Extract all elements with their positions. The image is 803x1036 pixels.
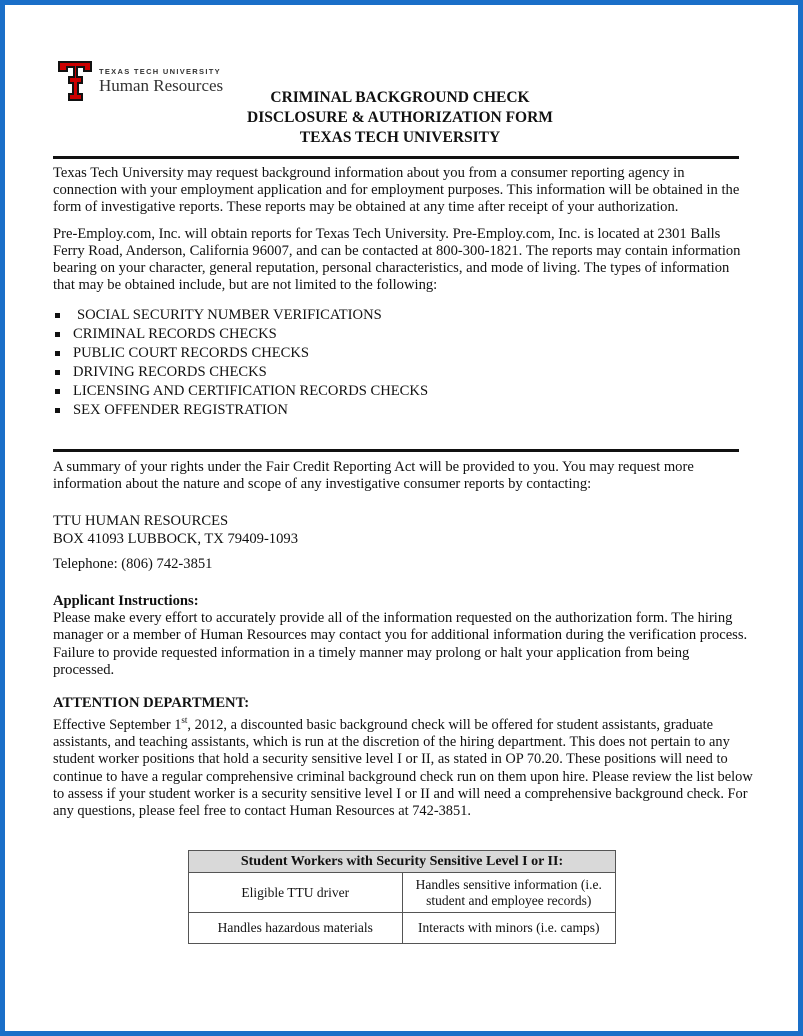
security-sensitive-table [188,850,616,944]
divider [53,156,739,159]
table-row [189,873,616,913]
table-cell: Interacts with minors (i.e. camps) [402,913,616,944]
logo-university: TEXAS TECH UNIVERSITY [99,67,221,77]
contact-name: TTU HUMAN RESOURCES [53,513,229,530]
list-item: CRIMINAL RECORDS CHECKS [53,325,748,344]
rights-paragraph: A summary of your rights under the Fair Credit Reporting Act will be provided to you. You may request more information about the nature and scope of any investigative consumer reports by contacting: [53,459,694,493]
rights-section [53,459,753,829]
instructions-heading: Applicant Instructions: [53,593,199,610]
title-line: TEXAS TECH UNIVERSITY [299,129,501,146]
table-header: Student Workers with Security Sensitive Level I or II: [189,851,616,873]
attention-pre: Effective September 1 [53,717,182,734]
table-cell: Handles sensitive information (i.e. student and employee records) [402,873,616,913]
attention-body: , 2012, a discounted basic background check will be offered for student assistants, graduate assistants, and teaching assistants, which is run at the discretion of the hiring department. [53,717,714,751]
intro-paragraph: Texas Tech University may request background information about you from a consumer reporting agency in connection with your employment application and for employment purposes. This information will be obtained in the form of investigative reports. These reports may be obtained at any time after receipt of your authorization. [53,165,740,216]
contact-phone: Telephone: (806) 742-3851 [53,555,213,572]
document-page [5,5,798,1031]
title-line: CRIMINAL BACKGROUND CHECK [270,89,530,106]
table-row [189,913,616,944]
attention-body-2: This does not pertain to any student worker positions that hold a security sensitive level I or II, as stated in OP 70.20. These positions will need to continue to have a regular comprehensive criminal background check run on them upon hire. Please review the list below to assess if your student worker is a security sensitive level I or II and will need a comprehensive background check. For any questions, please feel free to contact Human Resources at 742-3851. [53,734,753,820]
table-cell: Eligible TTU driver [189,873,403,913]
list-item: SEX OFFENDER REGISTRATION [53,401,748,420]
attention-text [53,712,753,820]
checks-list [53,306,748,420]
attention-heading: ATTENTION DEPARTMENT: [53,695,250,712]
double-t-logo-icon [57,60,93,102]
logo-department: Human Resources [99,75,224,95]
divider [53,449,739,452]
list-item: LICENSING AND CERTIFICATION RECORDS CHECKS [53,382,748,401]
attention-sup: st [181,715,188,726]
list-item: DRIVING RECORDS CHECKS [53,363,748,382]
title-line: DISCLOSURE & AUTHORIZATION FORM [247,109,553,126]
contact-address: BOX 41093 LUBBOCK, TX 79409-1093 [53,530,298,547]
list-item: PUBLIC COURT RECORDS CHECKS [53,344,748,363]
form-title [155,88,645,148]
table-cell: Handles hazardous materials [189,913,403,944]
list-item: SOCIAL SECURITY NUMBER VERIFICATIONS [53,306,748,325]
agency-paragraph: Pre-Employ.com, Inc. will obtain reports for Texas Tech University. Pre-Employ.com, Inc. is located at 2301 Balls Ferry Road, Anderson, California 96007, and can be contacted at 800-300-1821. The reports may contain information bearing on your character, general reputation, personal characteristics, and mode of living. The types of information that may be obtained include, but are not limited to the following: [53,225,741,294]
instructions-text: Please make every effort to accurately provide all of the information requested on the authorization form. The hiring manager or a member of Human Resources may contact you for additional information during the verification process. Failure to provide requested information in a timely manner may prolong or halt your application from being processed. [53,610,748,678]
disclosure-section [53,165,748,420]
